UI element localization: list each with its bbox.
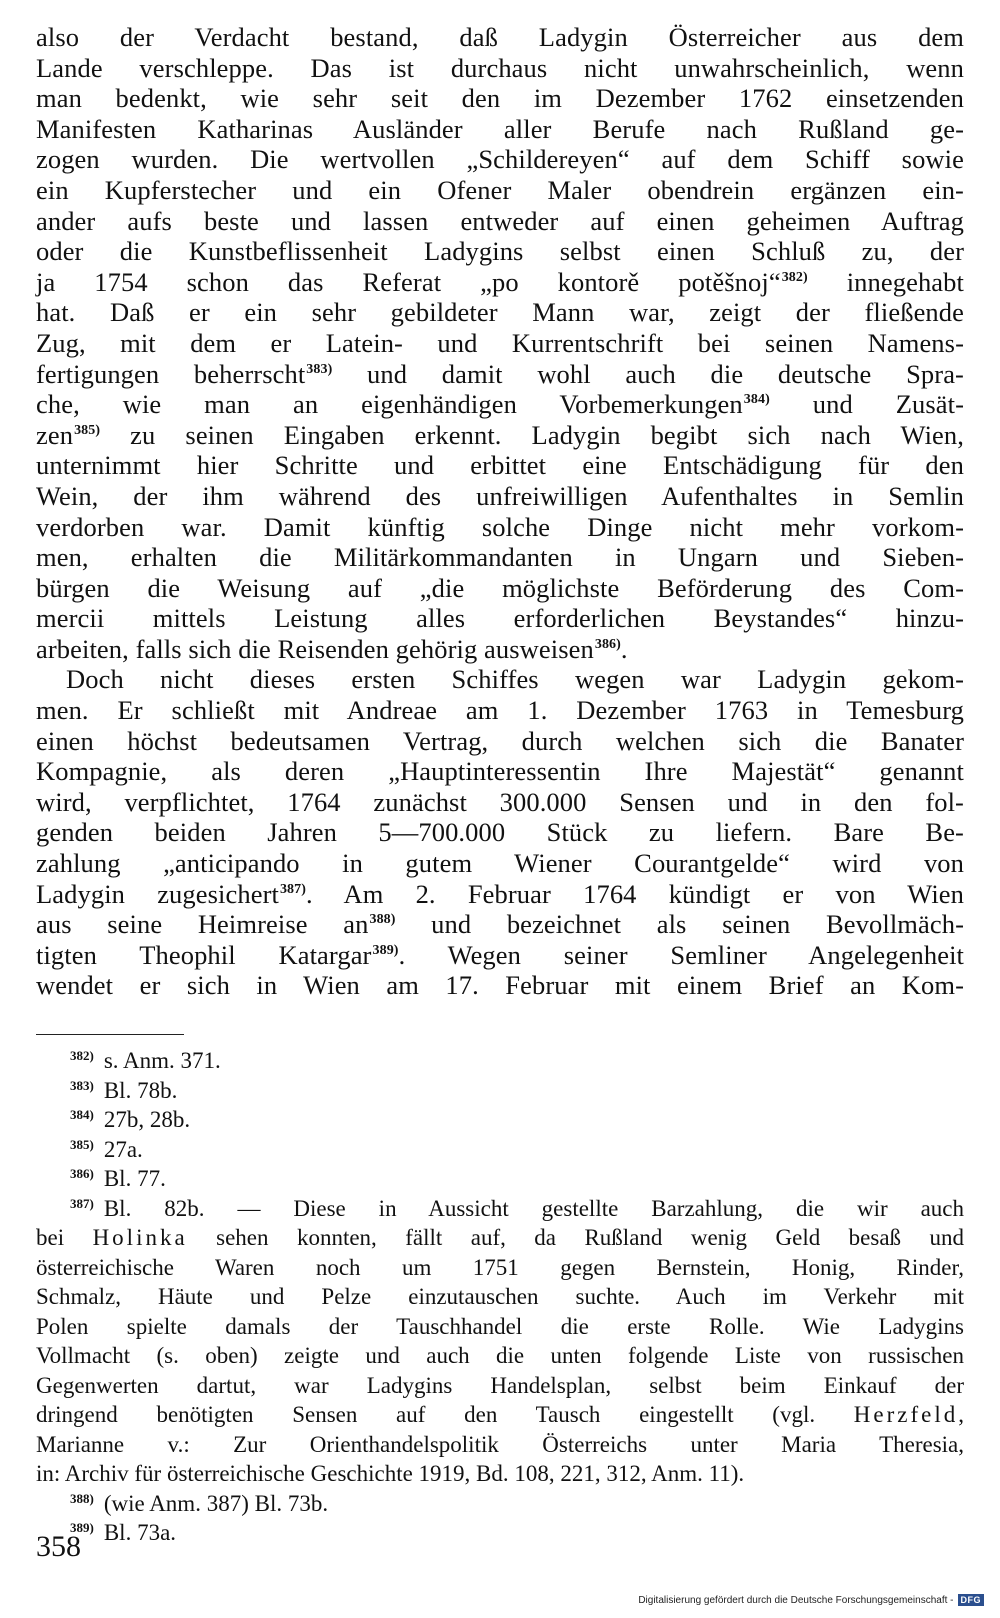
footnote-line <box>36 1194 964 1224</box>
text-segment: arbeiten, falls sich die Reisenden gehörig ausweisen <box>36 633 594 664</box>
footnote-text: s. Anm. 371. <box>103 1048 221 1073</box>
text-segment: . Am 2. Februar 1764 kündigt er von Wien <box>306 878 964 909</box>
text-segment: che, wie man an eigenhändigen Vorbemerkungen <box>36 389 743 420</box>
footnote-text: Bl. 78b. <box>103 1077 178 1103</box>
text-line: oder die Kunstbeflissenheit Ladygins selbst einen Schluß zu, der <box>36 236 964 267</box>
text-line: genden beiden Jahren 5—700.000 Stück zu liefern. Bare Be- <box>36 817 964 848</box>
footnote-line: Marianne v.: Zur Orienthandelspolitik Österreichs unter Maria Theresia, <box>36 1431 964 1457</box>
author-name: Holinka <box>92 1225 188 1250</box>
text-line: Manifesten Katharinas Ausländer aller Berufe nach Rußland ge- <box>36 113 964 144</box>
text-line: zogen wurden. Die wertvollen „Schildereyen“ auf dem Schiff sowie <box>36 144 964 175</box>
text-line: also der Verdacht bestand, daß Ladygin Österreicher aus dem <box>36 22 964 52</box>
footnote-387 <box>36 1194 964 1489</box>
footnote-line: österreichische Waren noch um 1751 gegen Bernstein, Honig, Rinder, <box>36 1254 964 1280</box>
footnote-divider <box>36 1034 184 1035</box>
text-segment: aus seine Heimreise an <box>36 909 369 940</box>
footnote-line: Vollmacht (s. oben) zeigte und auch die unten folgende Liste von russischen <box>36 1343 964 1368</box>
text-line: ander aufs beste und lassen entweder auf einen geheimen Auftrag <box>36 205 964 236</box>
text-line: hat. Daß er ein sehr gebildeter Mann war, zeigt der fließende <box>36 297 964 328</box>
text-line: einen höchst bedeutsamen Vertrag, durch welchen sich die Banater <box>36 725 964 756</box>
footnote-text: sehen konnten, fällt auf, da Rußland wenig Geld besaß und <box>187 1225 964 1250</box>
text-line: men, erhalten die Militärkommandanten in Ungarn und Sieben- <box>36 542 964 573</box>
footnote-text: bei <box>36 1225 93 1250</box>
footnotes <box>36 1046 964 1548</box>
text-segment: und Zusät- <box>769 389 964 420</box>
footnote-number: 383) <box>70 1077 94 1093</box>
footnote-389 <box>36 1518 964 1548</box>
text-segment: ja 1754 schon das Referat „po kontorě potěšnoj“ <box>36 266 781 297</box>
dfg-logo: DFG <box>958 1594 985 1606</box>
footnote-text: 27b, 28b. <box>103 1107 191 1132</box>
footnote-text: Bl. 82b. — Diese in Aussicht gestellte Barzahlung, die wir auch <box>103 1195 964 1221</box>
text-segment: und bezeichnet als seinen Bevollmäch- <box>395 909 964 940</box>
footnote-text: dringend benötigten Sensen auf den Tausch eingestellt (vgl. <box>36 1402 854 1427</box>
footnote-number: 388) <box>70 1490 94 1506</box>
footnote-ref[interactable]: 383) <box>306 361 333 377</box>
footnote-ref[interactable]: 384) <box>743 392 770 408</box>
text-line <box>36 634 964 665</box>
footer-text: Digitalisierung gefördert durch die Deutsche Forschungsgemeinschaft - <box>638 1594 954 1606</box>
footnote-385 <box>36 1135 964 1165</box>
text-line: unternimmt hier Schritte und erbittet eine Entschädigung für den <box>36 450 964 481</box>
footnote-line <box>36 1400 964 1430</box>
footnote-text: Bl. 73a. <box>103 1520 177 1545</box>
footnote-number: 387) <box>70 1195 94 1211</box>
footnote-386 <box>36 1164 964 1194</box>
text-line <box>36 359 964 390</box>
footnote-number: 389) <box>70 1520 94 1535</box>
text-line: Wein, der ihm während des unfreiwilligen Aufenthaltes in Semlin <box>36 480 964 511</box>
author-name: Herzfeld <box>853 1402 959 1427</box>
footnote-382 <box>36 1046 964 1076</box>
footnote-ref[interactable]: 385) <box>74 422 101 438</box>
footnote-line: Polen spielte damals der Tauschhandel die erste Rolle. Wie Ladygins <box>36 1313 964 1339</box>
footnote-384 <box>36 1105 964 1135</box>
text-line: Kompagnie, als deren „Hauptinteressentin Ihre Majestät“ genannt <box>36 756 964 787</box>
footnote-383 <box>36 1076 964 1106</box>
footnote-number: 382) <box>70 1048 94 1063</box>
footnote-ref[interactable]: 387) <box>279 881 307 897</box>
footnote-line: in: Archiv für österreichische Geschichte 1919, Bd. 108, 221, 312, Anm. 11). <box>36 1461 745 1486</box>
footnote-text: (wie Anm. 387) Bl. 73b. <box>103 1490 329 1516</box>
footnote-ref[interactable]: 382) <box>781 269 808 285</box>
digitization-footer <box>638 1594 984 1606</box>
text-line <box>36 940 964 971</box>
text-line <box>36 909 964 940</box>
text-segment: und damit wohl auch die deutsche Spra- <box>332 358 964 389</box>
footnote-line: Gegenwerten dartut, war Ladygins Handelsplan, selbst beim Einkauf der <box>36 1372 964 1398</box>
main-text <box>36 22 964 1001</box>
text-segment: innegehabt <box>807 266 964 297</box>
text-line: Zug, mit dem er Latein- und Kurrentschrift bei seinen Namens- <box>36 327 964 358</box>
text-line: verdorben war. Damit künftig solche Dinge nicht mehr vorkom- <box>36 511 964 542</box>
text-line: Doch nicht dieses ersten Schiffes wegen war Ladygin gekom- <box>66 664 964 695</box>
footnote-line <box>36 1223 964 1253</box>
text-segment: zu seinen Eingaben erkennt. Ladygin begibt sich nach Wien, <box>100 419 964 450</box>
text-line: ein Kupferstecher und ein Ofener Maler obendrein ergänzen ein- <box>36 174 964 205</box>
text-line: wendet er sich in Wien am 17. Februar mit einem Brief an Kom- <box>36 970 964 1001</box>
footnote-388 <box>36 1489 964 1519</box>
footnote-ref[interactable]: 386) <box>594 636 621 652</box>
text-line <box>36 267 964 298</box>
text-segment: zen <box>36 419 74 450</box>
footnote-number: 384) <box>70 1107 94 1122</box>
footnote-number: 386) <box>70 1166 94 1181</box>
text-segment: . <box>620 633 628 664</box>
text-line: men. Er schließt mit Andreae am 1. Dezember 1763 in Temesburg <box>36 695 964 726</box>
text-line <box>36 879 964 910</box>
text-segment: tigten Theophil Katargar <box>36 939 372 970</box>
text-line: man bedenkt, wie sehr seit den im Dezember 1762 einsetzenden <box>36 83 964 114</box>
text-line: Lande verschleppe. Das ist durchaus nicht unwahrscheinlich, wenn <box>36 52 964 83</box>
text-line <box>36 420 964 451</box>
page-number: 358 <box>36 1530 81 1563</box>
footnote-ref[interactable]: 389) <box>372 942 399 958</box>
footnote-text: 27a. <box>103 1136 143 1162</box>
text-segment: fertigungen beherrscht <box>36 358 306 389</box>
text-segment: . Wegen seiner Semliner Angelegenheit <box>398 939 964 970</box>
footnote-ref[interactable]: 388) <box>369 912 396 928</box>
text-line: bürgen die Weisung auf „die möglichste Beförderung des Com- <box>36 572 964 603</box>
footnote-text: Bl. 77. <box>103 1166 166 1191</box>
text-line <box>36 389 964 420</box>
text-line: mercii mittels Leistung alles erforderlichen Beystandes“ hinzu- <box>36 603 964 634</box>
footnote-line: Schmalz, Häute und Pelze einzutauschen suchte. Auch im Verkehr mit <box>36 1284 964 1309</box>
footnote-text: , <box>958 1402 964 1427</box>
footnote-number: 385) <box>70 1136 94 1152</box>
text-segment: Ladygin zugesichert <box>36 878 279 909</box>
text-line: wird, verpflichtet, 1764 zunächst 300.000 Sensen und in den fol- <box>36 786 964 817</box>
text-line: zahlung „anticipando in gutem Wiener Courantgelde“ wird von <box>36 848 964 879</box>
